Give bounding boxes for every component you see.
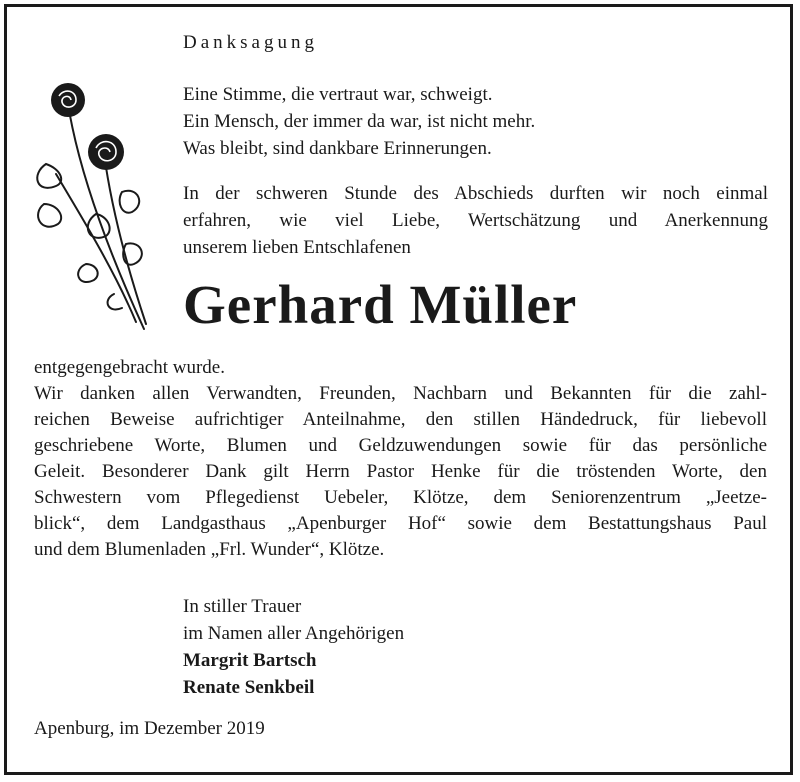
intro-line: erfahren, wie viel Liebe, Wertschätzung und Anerkennung (183, 210, 768, 231)
signer-name: Renate Senkbeil (183, 677, 315, 698)
body-line: Geleit. Besonderer Dank gilt Herrn Pastor Henke für die tröstenden Worte, den (34, 461, 767, 482)
body-line: entgegengebracht wurde. (34, 357, 225, 378)
intro-paragraph (183, 180, 768, 261)
body-line: blick“, dem Landgasthaus „Apenburger Hof“ sowie dem Bestattungshaus Paul (34, 513, 767, 534)
poem-line: Was bleibt, sind dankbare Erinnerungen. (183, 138, 492, 159)
poem-line: Eine Stimme, die vertraut war, schweigt. (183, 84, 493, 105)
deceased-name: Gerhard Müller (183, 274, 578, 335)
heading: Danksagung (183, 32, 318, 53)
intro-line: unserem lieben Entschlafenen (183, 237, 411, 258)
body-line: reichen Beweise aufrichtiger Anteilnahme, den stillen Händedruck, für liebevoll (34, 409, 767, 430)
poem (183, 81, 753, 162)
body-line: und dem Blumenladen „Frl. Wunder“, Klötze. (34, 539, 385, 560)
signer-name: Margrit Bartsch (183, 650, 317, 671)
body-line: Wir danken allen Verwandten, Freunden, Nachbarn und Bekannten für die zahl- (34, 383, 767, 404)
poem-line: Ein Mensch, der immer da war, ist nicht mehr. (183, 111, 536, 132)
body-line: geschriebene Worte, Blumen und Geldzuwendungen sowie für das persönliche (34, 435, 767, 456)
signature-block (183, 593, 404, 701)
roses-icon (26, 74, 161, 336)
place-date: Apenburg, im Dezember 2019 (34, 718, 265, 739)
body-line: Schwestern vom Pflegedienst Uebeler, Klötze, dem Seniorenzentrum „Jeetze- (34, 487, 767, 508)
signature-line: In stiller Trauer (183, 596, 302, 617)
thanks-paragraph (34, 355, 767, 563)
intro-line: In der schweren Stunde des Abschieds durften wir noch einmal (183, 183, 768, 204)
signature-line: im Namen aller Angehörigen (183, 623, 405, 644)
